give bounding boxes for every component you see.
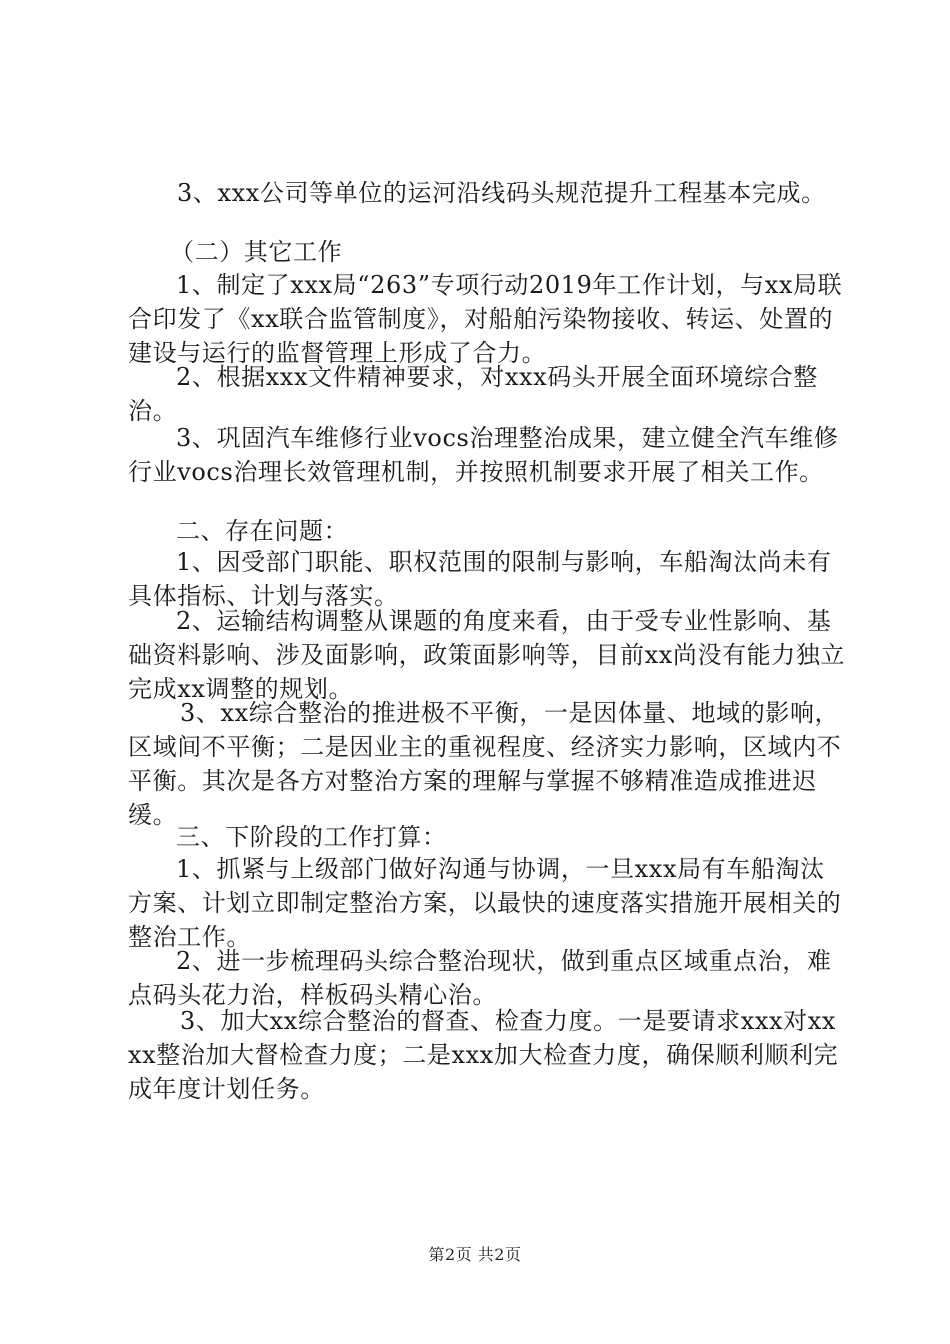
paragraph-problem-1: 1、因受部门职能、职权范围的限制与影响，车船淘汰尚未有具体指标、计划与落实。 [128,548,832,610]
paragraph-work-plan: 1、制定了xxx局“263”专项行动2019年工作计划，与xx局联合印发了《xx联合监管制度》，对船舶污染物接收、转运、处置的建设与运行的监督管理上形成了合力。 [128,271,843,367]
page-footer: 第2页 共2页 [428,1245,522,1264]
paragraph-problem-2: 2、运输结构调整从课题的角度来看，由于受专业性影响、基础资料影响、涉及面影响，政策面影响等，目前xx尚没有能力独立完成xx调整的规划。 [128,607,846,703]
paragraph-vocs-governance: 3、巩固汽车维修行业vocs治理整治成果，建立健全汽车维修行业vocs治理长效管理机制，并按照机制要求开展了相关工作。 [128,424,839,486]
section-heading-other-work: （二）其它工作 [170,238,343,266]
paragraph-wharf-rectification: 2、根据xxx文件精神要求，对xxx码头开展全面环境综合整治。 [128,363,818,425]
paragraph-plan-2: 2、进一步梳理码头综合整治现状，做到重点区域重点治，难点码头花力治，样板码头精心治。 [128,947,832,1009]
paragraph-wharf-upgrade: 3、xxx公司等单位的运河沿线码头规范提升工程基本完成。 [177,179,826,207]
section-heading-next-plan: 三、下阶段的工作打算： [176,823,447,851]
paragraph-problem-3: 3、xx综合整治的推进极不平衡，一是因体量、地域的影响，区域间不平衡；二是因业主的重视程度、经济实力影响，区域内不平衡。其次是各方对整治方案的理解与掌握不够精准造成推进迟缓。 [128,699,842,829]
paragraph-plan-3: 3、加大xx综合整治的督查、检查力度。一是要请求xxx对xxxx整治加大督检查力度；二是xxx加大检查力度，确保顺利顺利完成年度计划任务。 [128,1007,839,1103]
paragraph-plan-1: 1、抓紧与上级部门做好沟通与协调，一旦xxx局有车船淘汰方案、计划立即制定整治方案，以最快的速度落实措施开展相关的整治工作。 [128,855,842,951]
section-heading-problems: 二、存在问题： [176,517,349,545]
